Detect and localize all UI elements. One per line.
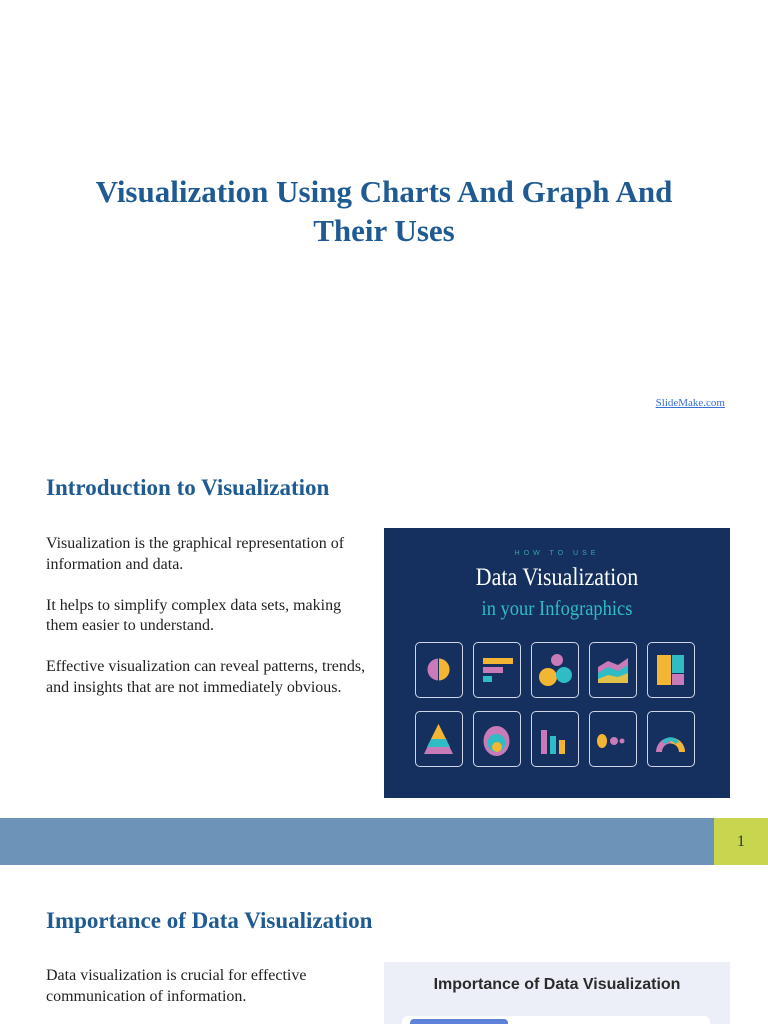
infographic-small-caption: HOW TO USE [514,550,600,557]
introduction-text [46,534,371,719]
slidemake-link[interactable]: SlideMake.com [655,397,725,409]
paragraph: Effective visualization can reveal patterns, trends, and insights that are not immediately obvious. [46,658,366,696]
pie-chart-icon [415,642,463,698]
radial-chart-icon [473,711,521,767]
paragraph: It helps to simplify complex data sets, making them easier to understand. [46,596,342,634]
data-visualization-infographic-image [384,528,730,798]
section-heading-importance: Importance of Data Visualization [46,908,373,933]
bubble-chart-icon [531,642,579,698]
importance-text [46,966,371,1028]
arc-chart-icon [647,711,695,767]
infographic-subtitle: in your Infographics [481,596,633,620]
slide-footer-band [0,818,714,865]
importance-image-title: Importance of Data Visualization [433,976,681,993]
importance-infographic-image [384,962,730,1024]
area-chart-icon [589,642,637,698]
image-tab [410,1019,508,1024]
paragraph: Data visualization is crucial for effective communication of information. [46,967,307,1005]
infographic-title: Data Visualization [475,564,639,591]
dot-chart-icon [589,711,637,767]
paragraph: Visualization is the graphical representation of information and data. [46,535,345,573]
bar-chart-icon [473,642,521,698]
presentation-title: Visualization Using Charts And Graph And Their Uses [95,174,673,248]
page-number: 1 [714,818,768,865]
section-heading-introduction: Introduction to Visualization [46,475,330,500]
pyramid-icon [415,711,463,767]
column-chart-icon [531,711,579,767]
treemap-icon [647,642,695,698]
